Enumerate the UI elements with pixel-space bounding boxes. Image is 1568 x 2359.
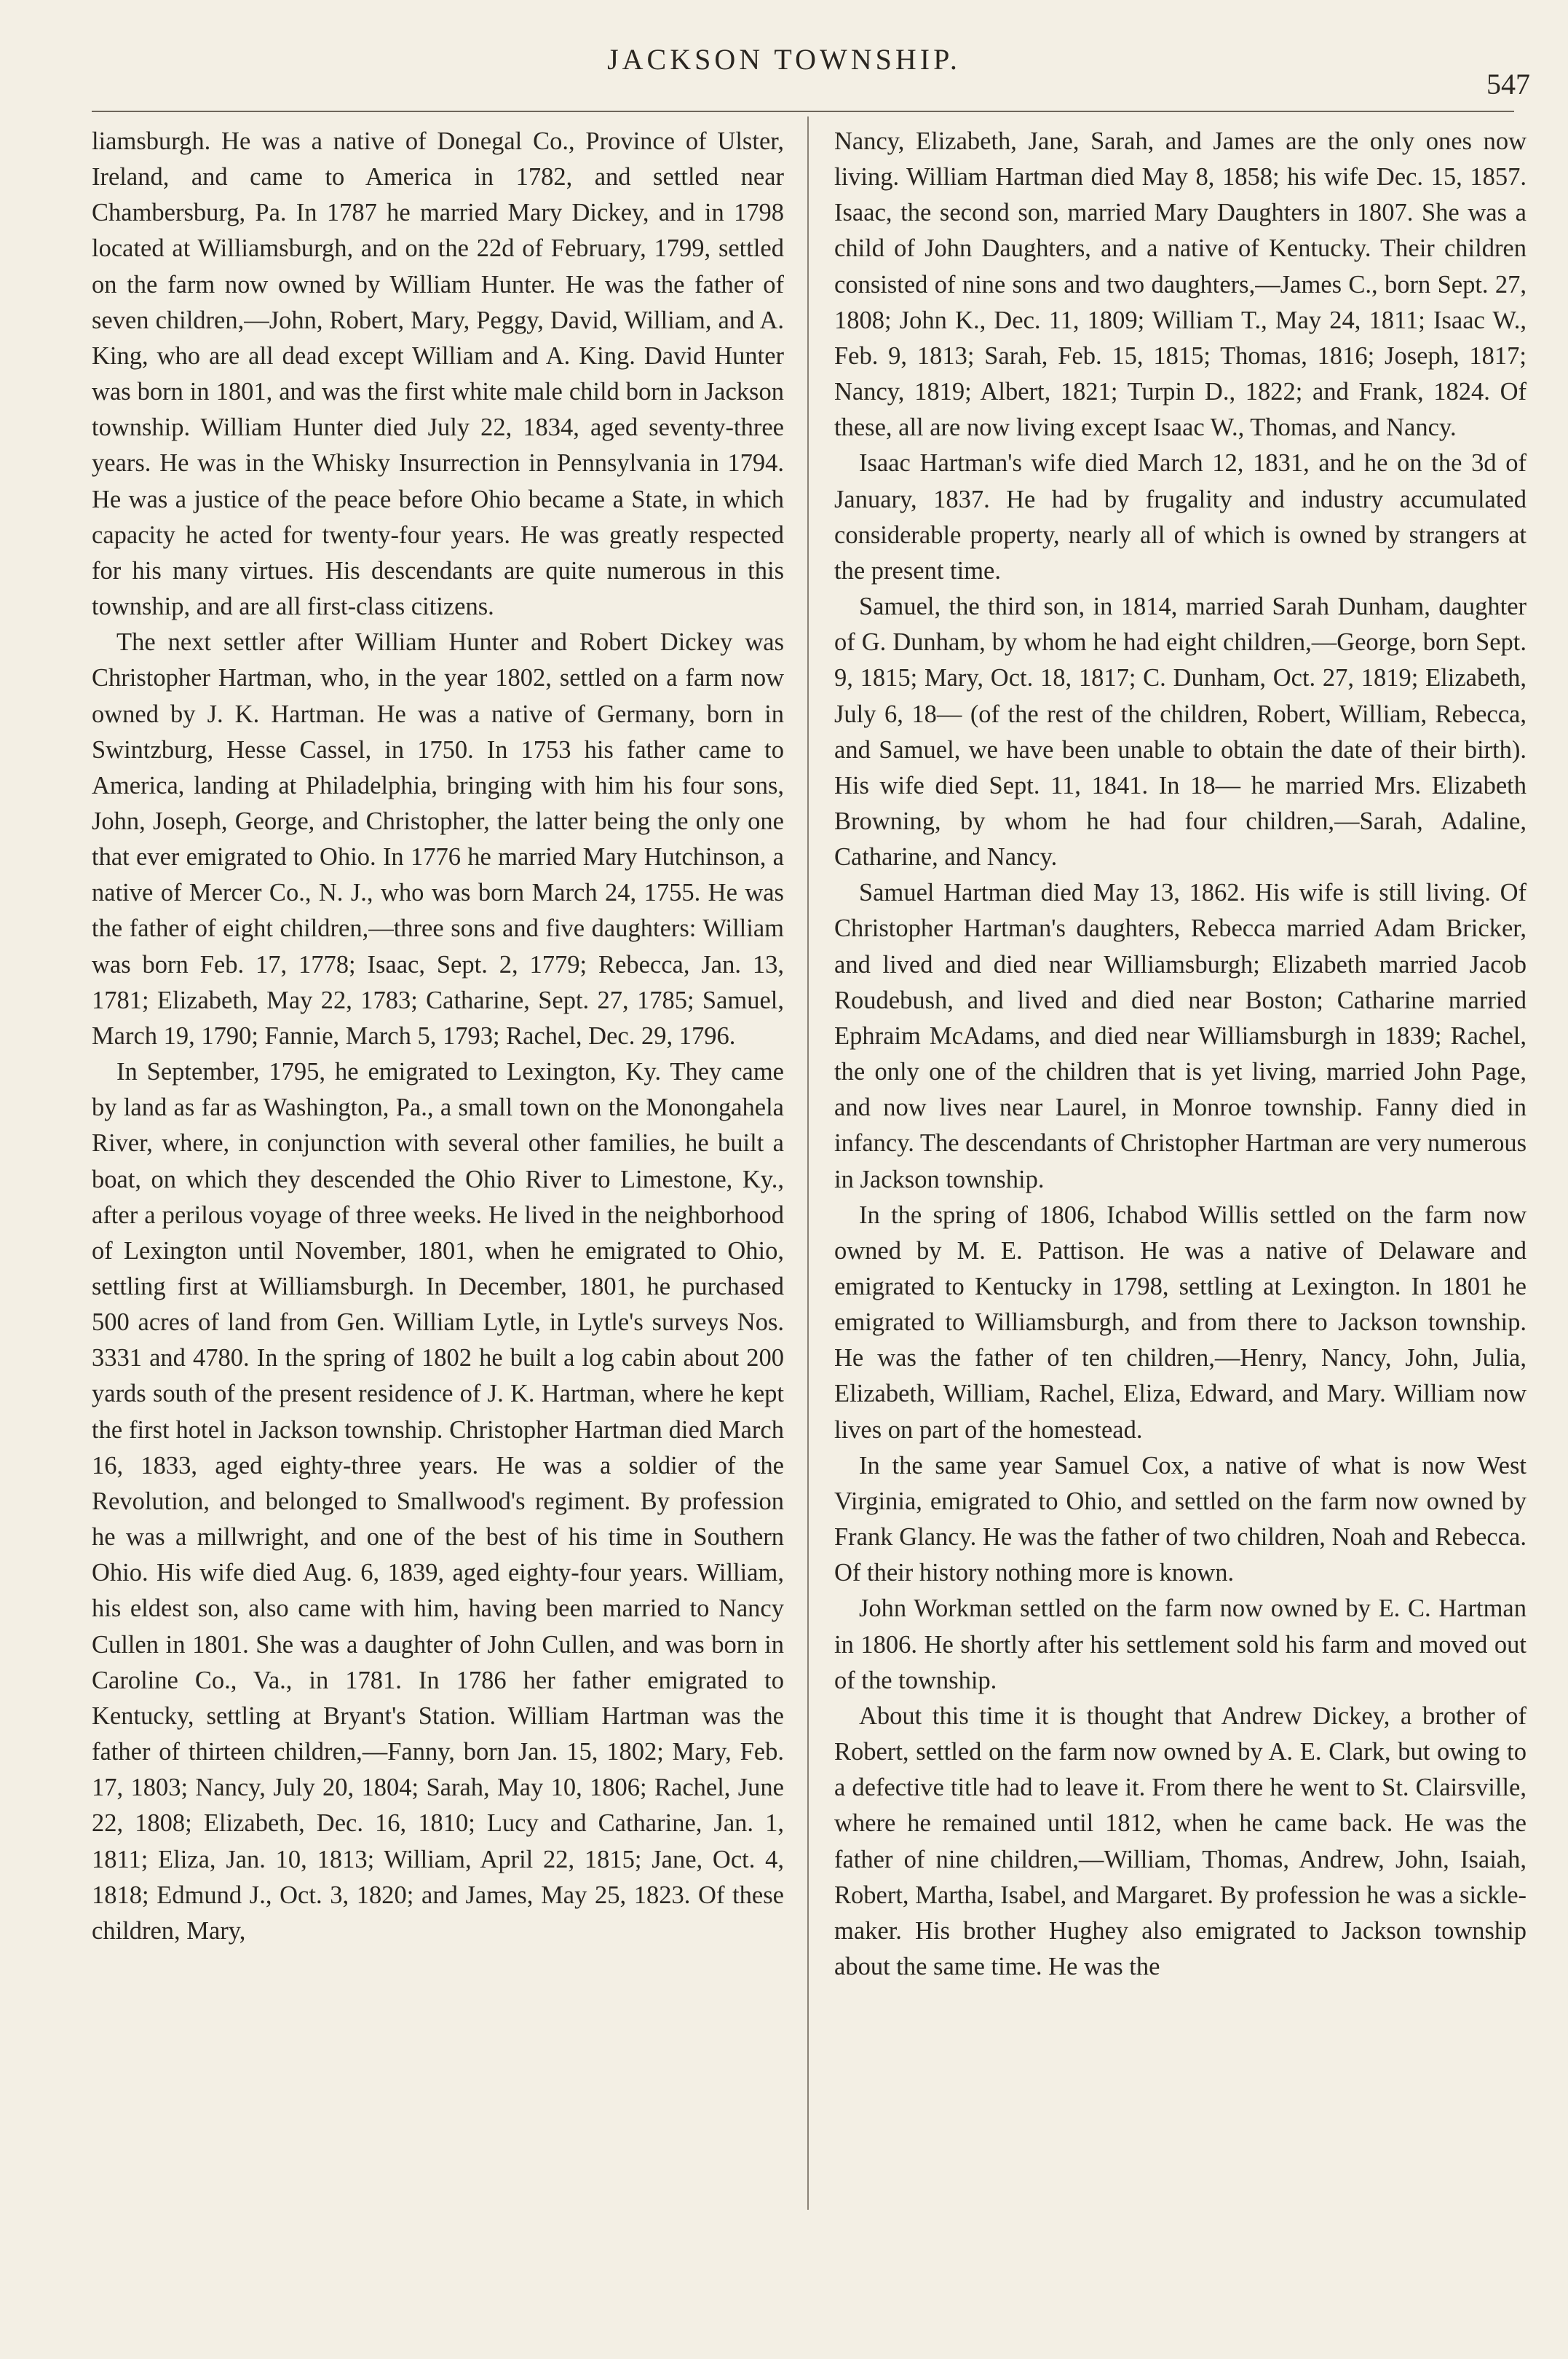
paragraph-william-hartman-children: Nancy, Elizabeth, Jane, Sarah, and James are the only ones now living. William Hartman died May 8, 1858; his wife Dec. 15, 1857. Isaac, the second son, married Mary Daughters in 1807. She was a child of John Daughters, and a native of Kentucky. Their children consisted of nine sons and two daughters,—James C., born Sept. 27, 1808; John K., Dec. 11, 1809; William T., May 24, 1811; Isaac W., Feb. 9, 1813; Sarah, Feb. 15, 1815; Thomas, 1816; Joseph, 1817; Nancy, 1819; Albert, 1821; Turpin D., 1822; and Frank, 1824. Of these, all are now living except Isaac W., Thomas, and Nancy. (834, 127, 1527, 442)
column-divider (807, 116, 809, 2210)
paragraph-ichabod-willis: In the spring of 1806, Ichabod Willis settled on the farm now owned by M. E. Pattison. He was a native of Delaware and emigrated to Kentucky in 1798, settling at Lexington. In 1801 he emigrated to Williamsburgh, and from there to Jackson township. He was the father of ten children,—Henry, Nancy, John, Julia, Elizabeth, William, Rachel, Eliza, Edward, and Mary. William now lives on part of the homestead. (834, 1201, 1527, 1444)
paragraph-andrew-dickey: About this time it is thought that Andrew Dickey, a brother of Robert, settled on the farm now owned by A. E. Clark, but owing to a defective title had to leave it. From there he went to St. Clairsville, where he remained until 1812, when he came back. He was the father of nine children,—William, Thomas, Andrew, John, Isaiah, Robert, Martha, Isabel, and Margaret. By profession he was a sickle-maker. His brother Hughey also emigrated to Jackson township about the same time. He was the (834, 1702, 1527, 1980)
paragraph-hunter-continued: liamsburgh. He was a native of Donegal Co., Province of Ulster, Ireland, and came to America in 1782, and settled near Chambersburg, Pa. In 1787 he married Mary Dickey, and in 1798 located at Williamsburgh, and on the 22d of February, 1799, settled on the farm now owned by William Hunter. He was the father of seven children,—John, Robert, Mary, Peggy, David, William, and A. King, who are all dead except William and A. King. David Hunter was born in 1801, and was the first white male child born in Jackson township. William Hunter died July 22, 1834, aged seventy-three years. He was in the Whisky Insurrection in Pennsylvania in 1794. He was a justice of the peace before Ohio became a State, in which capacity he acted for twenty-four years. He was greatly respected for his many virtues. His descendants are quite numerous in this township, and are all first-class citizens. (92, 127, 784, 621)
page-number: 547 (1486, 68, 1530, 100)
paragraph-isaac-hartman: Isaac Hartman's wife died March 12, 1831, and he on the 3d of January, 1837. He had by frugality and industry accumulated considerable property, nearly all of which is owned by strangers at the present time. (834, 449, 1527, 585)
paragraph-john-workman: John Workman settled on the farm now owned by E. C. Hartman in 1806. He shortly after his settlement sold his farm and moved out of the township. (834, 1595, 1527, 1694)
paragraph-hartman-daughters: Samuel Hartman died May 13, 1862. His wife is still living. Of Christopher Hartman's daughters, Rebecca married Adam Bricker, and lived and died near Williamsburgh; Elizabeth married Jacob Roudebush, and lived and died near Boston; Catharine married Ephraim McAdams, and died near Williamsburgh in 1839; Rachel, the only one of the children that is yet living, married John Page, and now lives near Laurel, in Monroe township. Fanny died in infancy. The descendants of Christopher Hartman are very numerous in Jackson township. (834, 879, 1527, 1193)
paragraph-lexington-emigration: In September, 1795, he emigrated to Lexington, Ky. They came by land as far as Washington, Pa., a small town on the Monongahela River, where, in conjunction with several other families, he built a boat, on which they descended the Ohio River to Limestone, Ky., after a perilous voyage of three weeks. He lived in the neighborhood of Lexington until November, 1801, when he emigrated to Ohio, settling first at Williamsburgh. In December, 1801, he purchased 500 acres of land from Gen. William Lytle, in Lytle's surveys Nos. 3331 and 4780. In the spring of 1802 he built a log cabin about 200 yards south of the present residence of J. K. Hartman, where he kept the first hotel in Jackson township. Christopher Hartman died March 16, 1833, aged eighty-three years. He was a soldier of the Revolution, and belonged to Smallwood's regiment. By profession he was a millwright, and one of the best of his time in Southern Ohio. His wife died Aug. 6, 1839, aged eighty-four years. William, his eldest son, also came with him, having been married to Nancy Cullen in 1801. She was a daughter of John Cullen, and was born in Caroline Co., Va., in 1781. In 1786 her father emigrated to Kentucky, settling at Bryant's Station. William Hartman was the father of thirteen children,—Fanny, born Jan. 15, 1802; Mary, Feb. 17, 1803; Nancy, July 20, 1804; Sarah, May 10, 1806; Rachel, June 22, 1808; Elizabeth, Dec. 16, 1810; Lucy and Catharine, Jan. 1, 1811; Eliza, Jan. 10, 1813; William, April 22, 1815; Jane, Oct. 4, 1818; Edmund J., Oct. 3, 1820; and James, May 25, 1823. Of these children, Mary, (92, 1058, 784, 1945)
paragraph-samuel-cox: In the same year Samuel Cox, a native of what is now West Virginia, emigrated to Ohio, and settled on the farm now owned by Frank Glancy. He was the father of two children, Noah and Rebecca. Of their history nothing more is known. (834, 1451, 1527, 1587)
page-header-title: JACKSON TOWNSHIP. (607, 43, 961, 76)
paragraph-samuel-hartman: Samuel, the third son, in 1814, married Sarah Dunham, daughter of G. Dunham, by whom he had eight children,—George, born Sept. 9, 1815; Mary, Oct. 18, 1817; C. Dunham, Oct. 27, 1819; Elizabeth, July 6, 18— (of the rest of the children, Robert, William, Rebecca, and Samuel, we have been unable to obtain the date of their birth). His wife died Sept. 11, 1841. In 18— he married Mrs. Elizabeth Browning, by whom he had four children,—Sarah, Adaline, Catharine, and Nancy. (834, 593, 1527, 872)
paragraph-christopher-hartman: The next settler after William Hunter and Robert Dickey was Christopher Hartman, who, in the year 1802, settled on a farm now owned by J. K. Hartman. He was a native of Germany, born in Swintzburg, Hesse Cassel, in 1750. In 1753 his father came to America, landing at Philadelphia, bringing with him his four sons, John, Joseph, George, and Christopher, the latter being the only one that ever emigrated to Ohio. In 1776 he married Mary Hutchinson, a native of Mercer Co., N. J., who was born March 24, 1755. He was the father of eight children,—three sons and five daughters: William was born Feb. 17, 1778; Isaac, Sept. 2, 1779; Rebecca, Jan. 13, 1781; Elizabeth, May 22, 1783; Catharine, Sept. 27, 1785; Samuel, March 19, 1790; Fannie, March 5, 1793; Rachel, Dec. 29, 1796. (92, 628, 784, 1050)
right-column (834, 124, 1527, 1985)
header-rule (92, 111, 1514, 112)
left-column (92, 124, 784, 1949)
